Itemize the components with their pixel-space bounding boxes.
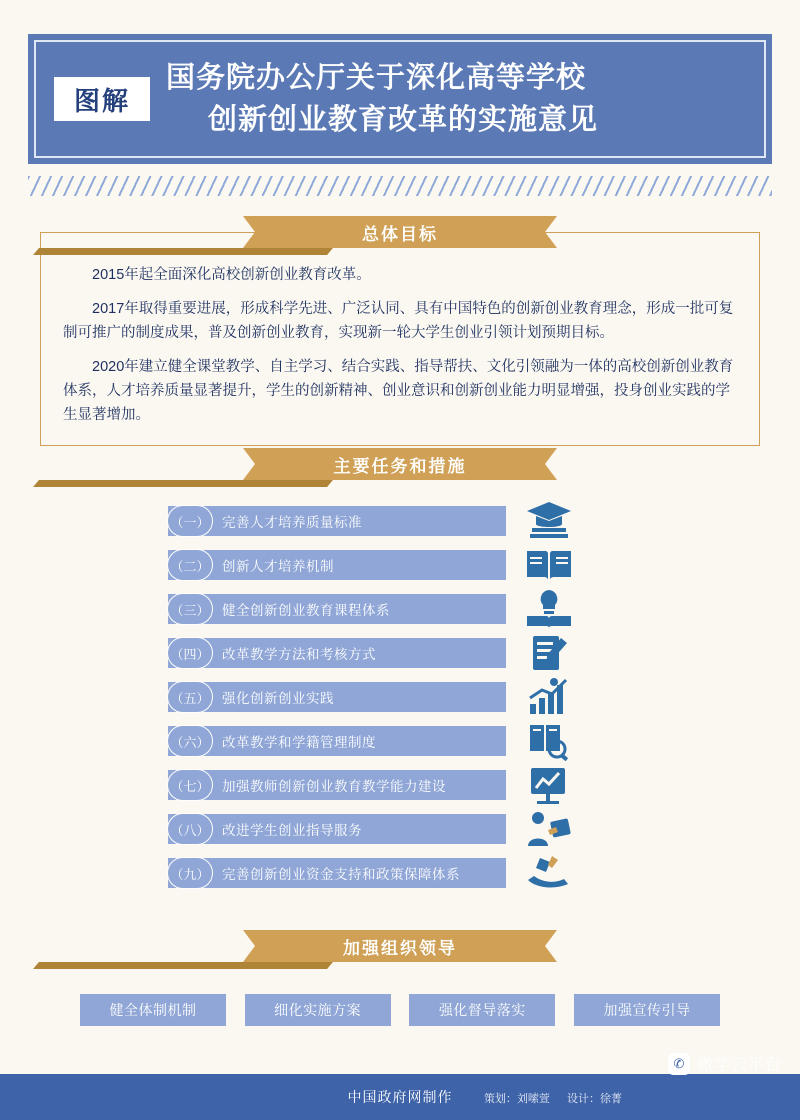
task-bar[interactable] [168, 682, 506, 712]
book-magnifier-icon [522, 719, 576, 763]
hatch-divider [28, 176, 772, 196]
task-label: 改革教学和学籍管理制度 [222, 735, 376, 750]
task-list [28, 506, 772, 888]
book-lightbulb-icon [522, 587, 576, 631]
task-label: 完善人才培养质量标准 [222, 515, 362, 530]
task-bar[interactable] [168, 550, 506, 580]
task-bar[interactable] [168, 858, 506, 888]
task-row[interactable] [28, 550, 772, 580]
wechat-icon: ✆ [668, 1053, 690, 1075]
wechat-watermark [668, 1052, 782, 1075]
task-row[interactable] [28, 858, 772, 888]
tasks-banner-shadow [33, 480, 333, 487]
header-inner [34, 40, 766, 158]
graduation-cap-books-icon [522, 499, 576, 543]
planner-name: 刘嗦萱 [516, 1093, 550, 1105]
task-row[interactable] [28, 506, 772, 536]
header-banner [28, 34, 772, 164]
goals-paragraph: 2015年起全面深化高校创新创业教育改革。 [92, 267, 371, 283]
goals-box [40, 232, 760, 446]
task-number: （四） [167, 637, 213, 669]
task-bar[interactable] [168, 814, 506, 844]
task-number: （三） [167, 593, 213, 625]
task-row[interactable] [28, 594, 772, 624]
page-title [166, 57, 598, 141]
page-title-line1: 国务院办公厅关于深化高等学校 [166, 62, 587, 94]
footer-bar [0, 1055, 800, 1120]
organization-chip[interactable]: 强化督导落实 [409, 994, 555, 1026]
clipboard-pen-icon [522, 631, 576, 675]
task-bar[interactable] [168, 726, 506, 756]
task-row[interactable] [28, 682, 772, 712]
organization-section [28, 930, 772, 1026]
task-bar[interactable] [168, 594, 506, 624]
goals-banner: 总体目标 [255, 216, 545, 248]
designer-name: 徐菁 [600, 1093, 622, 1105]
goals-section [28, 216, 772, 446]
organization-chip-row [28, 994, 772, 1026]
task-number: （八） [167, 813, 213, 845]
footer-credits [470, 1090, 622, 1106]
task-number: （二） [167, 549, 213, 581]
task-number: （五） [167, 681, 213, 713]
footer-credit-center: 中国政府网制作 [347, 1089, 453, 1105]
task-number: （七） [167, 769, 213, 801]
goals-banner-shadow [33, 248, 333, 255]
task-label: 创新人才培养机制 [222, 559, 334, 574]
tujie-badge: 图解 [54, 77, 150, 121]
presentation-board-icon [522, 763, 576, 807]
teacher-guide-icon [522, 807, 576, 851]
task-row[interactable] [28, 770, 772, 800]
designer-label: 设计： [567, 1093, 600, 1105]
hand-money-icon [522, 851, 576, 895]
task-bar[interactable] [168, 770, 506, 800]
task-label: 改革教学方法和考核方式 [222, 647, 376, 662]
planner-label: 策划： [483, 1093, 517, 1105]
task-row[interactable] [28, 638, 772, 668]
tasks-banner: 主要任务和措施 [255, 448, 545, 480]
task-bar[interactable] [168, 506, 506, 536]
task-number: （九） [167, 857, 213, 889]
organization-banner: 加强组织领导 [255, 930, 545, 962]
organization-chip[interactable]: 细化实施方案 [245, 994, 391, 1026]
task-bar[interactable] [168, 638, 506, 668]
task-row[interactable] [28, 814, 772, 844]
organization-chip[interactable]: 健全体制机制 [80, 994, 226, 1026]
goals-paragraph: 2017年取得重要进展，形成科学先进、广泛认同、具有中国特色的创新创业教育理念，形成一批可复制可推广的制度成果，普及创新创业教育，实现新一轮大学生创业引领计划预期目标。 [63, 301, 734, 341]
task-row[interactable] [28, 726, 772, 756]
wechat-account-name: 微学云平台 [696, 1057, 782, 1074]
task-number: （六） [167, 725, 213, 757]
growth-chart-icon [522, 675, 576, 719]
task-number: （一） [167, 505, 213, 537]
tasks-section [28, 448, 772, 902]
task-label: 强化创新创业实践 [222, 691, 334, 706]
organization-banner-shadow [33, 962, 333, 969]
task-label: 完善创新创业资金支持和政策保障体系 [222, 867, 460, 882]
task-label: 改进学生创业指导服务 [222, 823, 362, 838]
goals-paragraph: 2020年建立健全课堂教学、自主学习、结合实践、指导帮扶、文化引领融为一体的高校创新创业教育体系，人才培养质量显著提升，学生的创新精神、创业意识和创新创业能力明显增强，投身创业实践的学生显著增加。 [63, 359, 734, 423]
page-title-line2: 创新创业教育改革的实施意见 [208, 104, 599, 136]
task-label: 加强教师创新创业教育教学能力建设 [222, 779, 446, 794]
open-book-icon [522, 543, 576, 587]
task-label: 健全创新创业教育课程体系 [222, 603, 390, 618]
organization-chip[interactable]: 加强宣传引导 [574, 994, 720, 1026]
